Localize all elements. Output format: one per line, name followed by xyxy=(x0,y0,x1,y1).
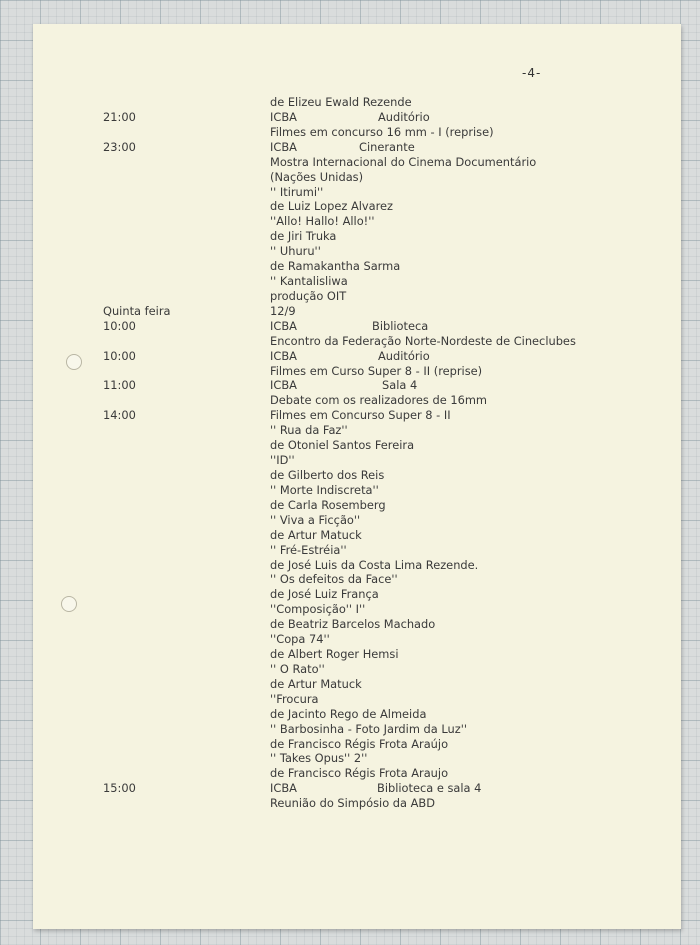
row-text: ICBA xyxy=(270,378,297,393)
schedule-row xyxy=(0,751,700,766)
schedule-row xyxy=(0,408,700,423)
row-time: 14:00 xyxy=(103,408,136,423)
schedule-row xyxy=(0,632,700,647)
row-text: Debate com os realizadores de 16mm xyxy=(270,393,488,408)
row-text: '' Viva a Ficção'' xyxy=(270,512,361,527)
row-text: Reunião do Simpósio da ABD xyxy=(270,796,435,811)
row-text: '' Barbosinha - Foto Jardim da Luz'' xyxy=(270,721,467,736)
schedule-row xyxy=(0,304,700,319)
row-text: Filmes em Curso Super 8 - II (reprise) xyxy=(270,363,483,378)
row-place: Auditório xyxy=(378,348,430,363)
schedule-row xyxy=(0,334,700,349)
row-text: ICBA xyxy=(270,109,297,124)
row-time: Quinta feira xyxy=(103,303,171,318)
schedule-row xyxy=(0,558,700,573)
row-text: de Ramakantha Sarma xyxy=(270,259,401,274)
row-text: ICBA xyxy=(270,318,297,333)
schedule-row xyxy=(0,602,700,617)
schedule-row xyxy=(0,110,700,125)
row-time: 10:00 xyxy=(103,348,136,363)
schedule-row xyxy=(0,199,700,214)
row-text: Filmes em concurso 16 mm - I (reprise) xyxy=(270,124,494,139)
row-text: de Artur Matuck xyxy=(270,527,362,542)
schedule-row xyxy=(0,229,700,244)
schedule-row xyxy=(0,349,700,364)
schedule-row xyxy=(0,468,700,483)
page-number: -4- xyxy=(522,66,542,80)
row-text: Encontro da Federação Norte-Nordeste de Cineclubes xyxy=(270,333,576,348)
row-text: produção OIT xyxy=(270,288,347,303)
row-text: ''Composição'' I'' xyxy=(270,602,366,617)
schedule-row xyxy=(0,543,700,558)
schedule-row xyxy=(0,647,700,662)
schedule-row xyxy=(0,796,700,811)
schedule-row xyxy=(0,781,700,796)
row-text: '' Takes Opus'' 2'' xyxy=(270,751,368,766)
schedule-row xyxy=(0,438,700,453)
row-text: de Artur Matuck xyxy=(270,676,362,691)
schedule-row xyxy=(0,170,700,185)
row-text: '' O Rato'' xyxy=(270,661,325,676)
row-text: de Francisco Régis Frota Araujo xyxy=(270,766,449,781)
row-text: '' Os defeitos da Face'' xyxy=(270,572,398,587)
row-text: ''Copa 74'' xyxy=(270,632,330,647)
row-text: Filmes em Concurso Super 8 - II xyxy=(270,408,451,423)
row-text: ''Allo! Hallo! Allo!'' xyxy=(270,214,375,229)
row-text: Mostra Internacional do Cinema Documentário xyxy=(270,154,537,169)
row-text: '' Morte Indiscreta'' xyxy=(270,482,379,497)
schedule-row xyxy=(0,498,700,513)
schedule-row xyxy=(0,483,700,498)
row-text: de Carla Rosemberg xyxy=(270,497,386,512)
schedule-row xyxy=(0,528,700,543)
schedule-row xyxy=(0,214,700,229)
row-text: ''Frocura xyxy=(270,691,319,706)
row-text: de Otoniel Santos Fereira xyxy=(270,438,415,453)
row-text: de Elizeu Ewald Rezende xyxy=(270,95,412,109)
schedule-row xyxy=(0,259,700,274)
schedule-row xyxy=(0,319,700,334)
schedule-row xyxy=(0,393,700,408)
row-text: '' Itirumi'' xyxy=(270,184,324,199)
schedule-row xyxy=(0,617,700,632)
schedule-row xyxy=(0,722,700,737)
schedule-row xyxy=(0,737,700,752)
schedule-row xyxy=(0,766,700,781)
schedule-row xyxy=(0,378,700,393)
schedule-row xyxy=(0,513,700,528)
row-text: de Francisco Régis Frota Araújo xyxy=(270,736,449,751)
schedule-row xyxy=(0,677,700,692)
schedule-row xyxy=(0,364,700,379)
row-text: de Luiz Lopez Alvarez xyxy=(270,199,394,214)
row-text: de Beatriz Barcelos Machado xyxy=(270,617,436,632)
row-text: ICBA xyxy=(270,139,297,154)
row-text: de Albert Roger Hemsi xyxy=(270,647,399,662)
row-text: '' Rua da Faz'' xyxy=(270,423,348,438)
schedule-row xyxy=(0,572,700,587)
schedule-row xyxy=(0,692,700,707)
row-place: Sala 4 xyxy=(382,378,418,393)
row-time: 15:00 xyxy=(103,781,136,796)
schedule-row xyxy=(0,185,700,200)
schedule-row xyxy=(0,289,700,304)
row-text: '' Uhuru'' xyxy=(270,244,321,259)
schedule-row xyxy=(0,274,700,289)
row-text: de José Luiz França xyxy=(270,587,379,602)
row-text: ''ID'' xyxy=(270,453,295,468)
row-time: 21:00 xyxy=(103,109,136,124)
schedule-row xyxy=(0,587,700,602)
row-place: Auditório xyxy=(378,109,430,124)
schedule-row xyxy=(0,707,700,722)
schedule-row xyxy=(0,244,700,259)
row-time: 23:00 xyxy=(103,139,136,154)
row-text: 12/9 xyxy=(270,303,296,318)
schedule-row xyxy=(0,453,700,468)
row-text: de Jacinto Rego de Almeida xyxy=(270,706,427,721)
row-text: de Jiri Truka xyxy=(270,229,337,244)
schedule-row xyxy=(0,140,700,155)
row-time: 10:00 xyxy=(103,318,136,333)
row-place: Cinerante xyxy=(359,139,415,154)
schedule-row xyxy=(0,662,700,677)
row-place: Biblioteca xyxy=(372,318,429,333)
row-text: ICBA xyxy=(270,348,297,363)
row-text: '' Fré-Estréia'' xyxy=(270,542,347,557)
row-text: de Gilberto dos Reis xyxy=(270,468,385,482)
row-text: '' Kantalisliwa xyxy=(270,274,348,289)
schedule-row xyxy=(0,95,700,110)
row-text: de José Luis da Costa Lima Rezende. xyxy=(270,557,479,572)
row-text: (Nações Unidas) xyxy=(270,169,364,184)
row-text: ICBA xyxy=(270,781,297,796)
row-time: 11:00 xyxy=(103,378,136,393)
schedule-row xyxy=(0,155,700,170)
schedule-row xyxy=(0,423,700,438)
row-place: Biblioteca e sala 4 xyxy=(377,781,482,796)
schedule-row xyxy=(0,125,700,140)
